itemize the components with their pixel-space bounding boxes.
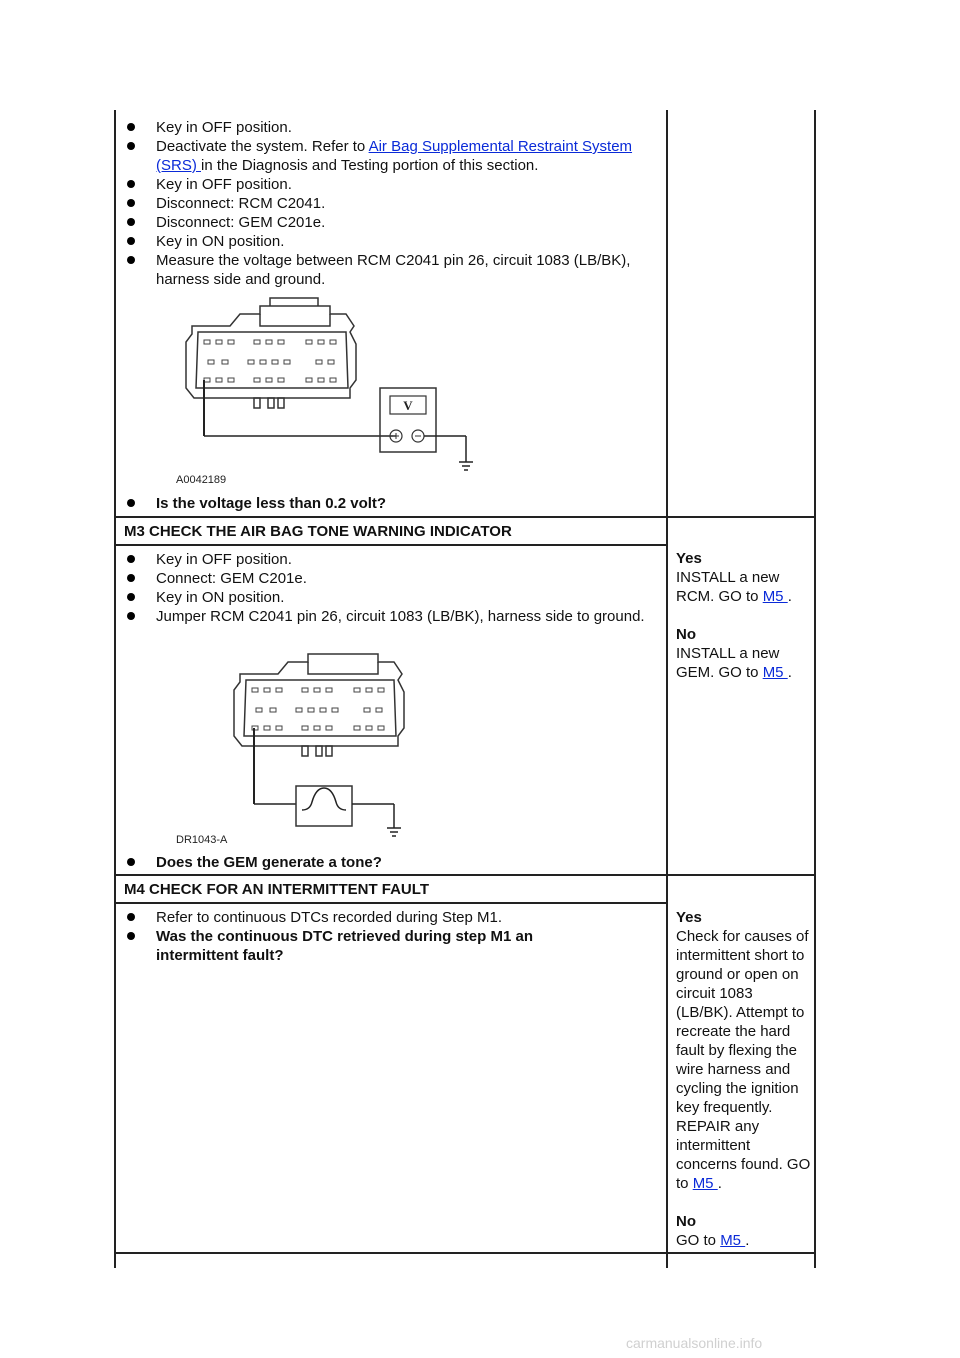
yes-label: Yes — [676, 909, 702, 926]
no-label: No — [676, 1213, 696, 1230]
list-item — [116, 194, 656, 213]
list-item — [116, 494, 656, 513]
bullet-icon — [127, 555, 135, 563]
m5-link[interactable]: M5 — [762, 588, 788, 605]
period: . — [717, 1175, 722, 1192]
no-label: No — [676, 626, 696, 643]
bullet-icon — [127, 574, 135, 582]
step-text: Key in ON position. — [156, 233, 285, 250]
question-text: Does the GEM generate a tone? — [156, 854, 382, 871]
m5-link[interactable]: M5 — [720, 1232, 746, 1249]
row-divider-m4-top — [114, 874, 816, 876]
step-text: Key in OFF position. — [156, 551, 292, 568]
row-divider-bottom — [114, 1252, 816, 1254]
m5-link[interactable]: M5 — [692, 1175, 718, 1192]
step-text: Deactivate the system. Refer to — [156, 138, 369, 155]
step-text: Connect: GEM C201e. — [156, 570, 307, 587]
bullet-icon — [127, 612, 135, 620]
list-item — [116, 213, 656, 232]
bullet-icon — [127, 237, 135, 245]
m3-steps-cell — [116, 550, 656, 626]
figure-id-a0042189: A0042189 — [176, 474, 227, 486]
yes-label: Yes — [676, 550, 702, 567]
question-text: Was the continuous DTC retrieved during step M1 an intermittent fault? — [156, 928, 533, 964]
yes-result — [676, 927, 812, 1193]
list-item — [116, 908, 586, 927]
row-divider-m3-top — [114, 516, 816, 518]
bullet-icon — [127, 593, 135, 601]
row-divider-m3-header — [114, 544, 668, 546]
period: . — [787, 664, 792, 681]
m2-question-cell — [116, 494, 656, 513]
list-item — [116, 118, 656, 137]
list-item — [116, 588, 656, 607]
m4-steps-cell — [116, 908, 586, 965]
bullet-icon — [127, 499, 135, 507]
watermark: carmanualsonline.info — [626, 1335, 763, 1351]
yes-result — [676, 568, 812, 606]
step-text: Key in ON position. — [156, 589, 285, 606]
srs-link[interactable]: Air Bag Supplemental Restraint System (SRS) — [156, 138, 633, 174]
no-result — [676, 1231, 812, 1250]
question-text: Is the voltage less than 0.2 volt? — [156, 495, 387, 512]
no-text: GO to — [676, 1232, 721, 1249]
table-right-border — [814, 110, 816, 1268]
bullet-icon — [127, 180, 135, 188]
m2-steps-cell — [116, 118, 656, 289]
bullet-icon — [127, 932, 135, 940]
step-text: Measure the voltage between RCM C2041 pin 26, circuit 1083 (LB/BK), harness side and ground. — [156, 252, 631, 288]
step-text: Key in OFF position. — [156, 176, 292, 193]
yes-text: Check for causes of intermittent short to ground or open on circuit 1083 (LB/BK). Attempt to recreate the hard fault by flexing the wire harness and cycling the ignition key frequently. REPAIR any intermittent concerns found. GO to — [676, 928, 811, 1192]
m4-result-cell — [676, 908, 812, 1250]
step-text: Disconnect: RCM C2041. — [156, 195, 326, 212]
figure-id-dr1043-a: DR1043-A — [176, 834, 228, 846]
step-text: Jumper RCM C2041 pin 26, circuit 1083 (LB/BK), harness side to ground. — [156, 608, 645, 625]
list-item — [116, 569, 656, 588]
connector-voltmeter-diagram — [170, 292, 490, 492]
no-result — [676, 644, 812, 682]
bullet-icon — [127, 913, 135, 921]
period: . — [745, 1232, 750, 1249]
bullet-icon — [127, 199, 135, 207]
m3-header: M3 CHECK THE AIR BAG TONE WARNING INDICATOR — [124, 523, 512, 540]
list-item — [116, 137, 656, 175]
period: . — [787, 588, 792, 605]
connector-jumper-diagram — [222, 650, 422, 840]
no-text: INSTALL a new GEM. GO to — [676, 645, 780, 681]
meter-label: V — [403, 398, 413, 413]
list-item — [116, 853, 656, 872]
table-middle-border — [666, 110, 668, 1268]
list-item — [116, 232, 656, 251]
list-item — [116, 251, 656, 289]
bullet-icon — [127, 123, 135, 131]
m3-question-cell — [116, 853, 656, 872]
bullet-icon — [127, 256, 135, 264]
list-item — [116, 175, 656, 194]
row-divider-m4-header — [114, 902, 668, 904]
list-item — [116, 607, 656, 626]
bullet-icon — [127, 218, 135, 226]
m4-step-list — [116, 908, 586, 965]
step-text-suffix: in the Diagnosis and Testing portion of this section. — [201, 157, 539, 174]
m5-link[interactable]: M5 — [762, 664, 788, 681]
list-item — [116, 927, 586, 965]
step-text: Refer to continuous DTCs recorded during Step M1. — [156, 909, 503, 926]
yes-text: INSTALL a new RCM. GO to — [676, 569, 780, 605]
m4-header: M4 CHECK FOR AN INTERMITTENT FAULT — [124, 881, 429, 898]
step-text: Disconnect: GEM C201e. — [156, 214, 326, 231]
step-text: Key in OFF position. — [156, 119, 292, 136]
m2-step-list — [116, 118, 656, 289]
bullet-icon — [127, 858, 135, 866]
m3-result-cell — [676, 549, 812, 682]
m3-step-list — [116, 550, 656, 626]
list-item — [116, 550, 656, 569]
bullet-icon — [127, 142, 135, 150]
